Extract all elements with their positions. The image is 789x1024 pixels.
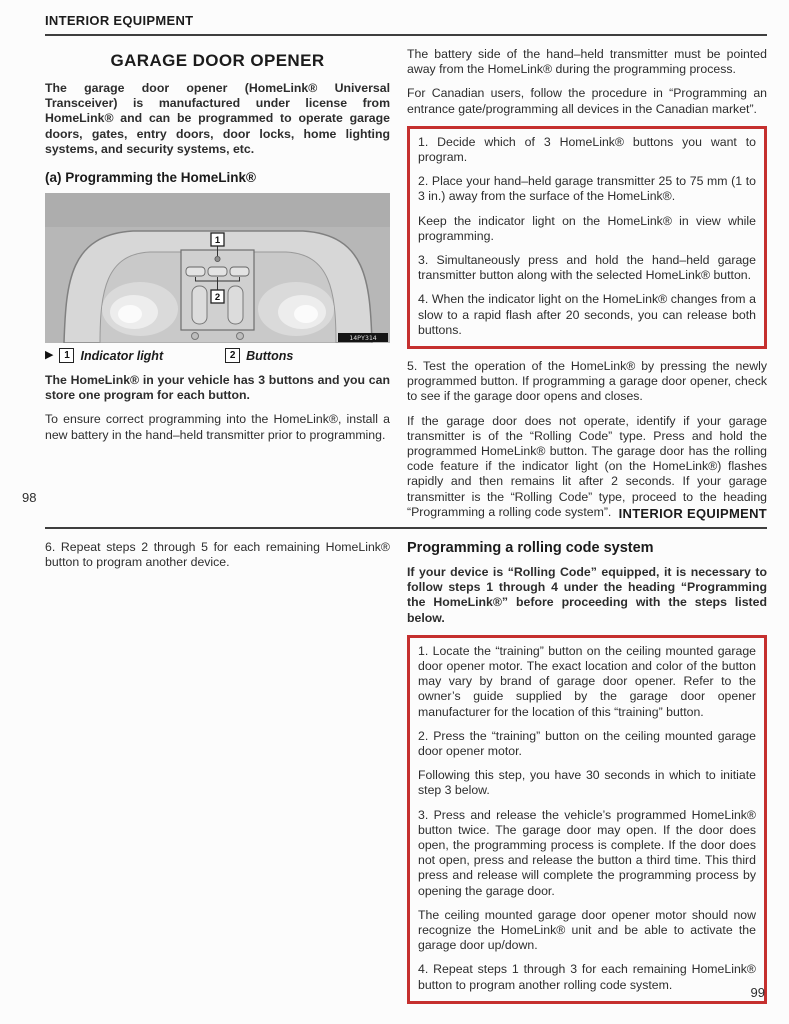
three-buttons-paragraph: The HomeLink® in your vehicle has 3 buttons and you can store one program for each button. [45,373,390,403]
rolling-code-check-paragraph: If the garage door does not operate, identify if your garage transmitter is of the “Rolling Code” type. Press and hold the programmed HomeLink® button. The garage door has the rolling code feature if the indicator light (on the HomeLink®) flashes rapidly and then remains lit after 2 seconds. If your garage transmitter is the “Rolling Code” type, proceed to the heading “Programming a rolling code system”. [407,413,767,519]
step-5: 5. Test the operation of the HomeLink® by pressing the newly programmed button. If programming a garage door opener, check to see if the garage door opens and closes. [407,359,767,404]
homelink-button-1 [186,267,205,276]
rolling-step-2-note: Following this step, you have 30 seconds in which to initiate step 3 below. [418,768,756,798]
sensor-left [192,333,199,340]
subsection-heading: (a) Programming the HomeLink® [45,170,256,186]
left-column [45,540,390,1014]
rolling-step-4: 4. Repeat steps 1 through 3 for each remaining HomeLink® button to program another rolling code system. [418,962,756,992]
figure-code: 14PY314 [349,334,377,343]
right-column [407,540,767,1014]
caption-label-buttons: Buttons [246,348,294,363]
callout-2-number: 2 [214,292,221,304]
roof-headliner [45,193,390,227]
canadian-users-paragraph: For Canadian users, follow the procedure in “Programming an entrance gate/programming all devices in the Canadian market”. [407,86,767,116]
rolling-step-1: 1. Locate the “training” button on the ceiling mounted garage door opener motor. The exact location and color of the button may vary by brand of garage door opener. Refer to the owner’s guide supplied by the garage door opener manufacturer for the location of this “training” button. [418,643,756,719]
step-2: 2. Place your hand–held garage transmitter 25 to 75 mm (1 to 3 in.) away from the surface of the HomeLink®. [418,174,756,204]
rolling-step-2: 2. Press the “training” button on the ceiling mounted garage door opener motor. [418,728,756,759]
two-column-layout [45,540,767,1014]
page-number-99: 99 [750,985,765,1000]
rolling-step-3-note: The ceiling mounted garage door opener motor should now recognize the HomeLink® unit and be able to activate the garage door up/down. [418,907,756,953]
indicator-light-dot [215,256,220,261]
caption-arrow-icon: ▶ [45,349,54,362]
header-rule [45,527,767,529]
highlighted-steps-box-2 [407,635,767,1004]
manual-page-98 [45,10,767,529]
header-rule [45,34,767,36]
callout-1-number: 1 [214,235,221,247]
step-1: 1. Decide which of 3 HomeLink® buttons you want to program. [418,134,756,165]
step-4: 4. When the indicator light on the HomeLink® changes from a slow to a rapid flash after 20 seconds, you can release both buttons. [418,292,756,337]
manual-page-99 [45,503,767,1014]
highlighted-steps-box-1 [407,126,767,349]
homelink-button-2 [208,267,227,276]
sensor-right [237,333,244,340]
map-light-right-glow [294,305,318,323]
rolling-step-3: 3. Press and release the vehicle’s programmed HomeLink® button twice. The garage door may open. If the door does open, the programming process is complete. If the door does not open, press and release the button a third time. This third press and release will complete the programming process by opening the garage door. [418,807,756,898]
step-2-note: Keep the indicator light on the HomeLink® in view while programming. [418,213,756,243]
running-header: INTERIOR EQUIPMENT [618,506,767,521]
left-column [45,47,390,529]
battery-side-paragraph: The battery side of the hand–held transmitter must be pointed away from the HomeLink® during the programming process. [407,47,767,77]
running-header: INTERIOR EQUIPMENT [45,13,194,28]
homelink-button-3 [230,267,249,276]
overhead-console-illustration [45,193,390,343]
battery-paragraph: To ensure correct programming into the HomeLink®, install a new battery in the hand–held transmitter prior to programming. [45,412,390,442]
section-title: GARAGE DOOR OPENER [110,51,325,70]
intro-paragraph: The garage door opener (HomeLink® Universal Transceiver) is manufactured under license from HomeLink® and can be programmed to operate garage doors, gates, entry doors, door locks, home lighting systems, and security systems, etc. [45,81,390,156]
switch-left [192,286,207,324]
caption-label-indicator-light: Indicator light [80,348,164,363]
page-number-98: 98 [22,490,37,505]
step-3: 3. Simultaneously press and hold the hand–held garage transmitter button along with the selected HomeLink® button. [418,253,756,283]
rolling-code-heading: Programming a rolling code system [407,540,654,556]
step-6: 6. Repeat steps 2 through 5 for each remaining HomeLink® button to program another device. [45,540,390,570]
two-column-layout [45,47,767,529]
caption-callout-2: 2 [225,348,240,363]
switch-right [228,286,243,324]
right-column [407,47,767,529]
map-light-left-glow [118,305,142,323]
caption-callout-1: 1 [59,348,74,363]
figure-caption [45,348,390,363]
rolling-code-intro: If your device is “Rolling Code” equipped, it is necessary to follow steps 1 through 4 under the heading “Programming the HomeLink®” before proceeding with the steps listed below. [407,565,767,625]
